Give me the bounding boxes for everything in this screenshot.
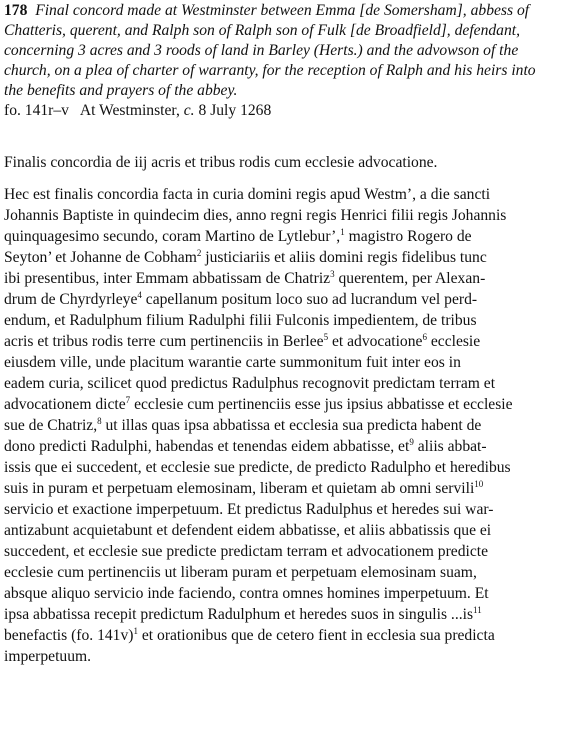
text-segment: ut illas quas ipsa abbatissa et ecclesia sua predicta habent de bbox=[101, 417, 482, 434]
text-segment: ibi presentibus, inter Emmam abbatissam de Chatriz bbox=[4, 270, 331, 287]
footnote-mark: 4 bbox=[137, 290, 142, 300]
text-segment: acris et tribus rodis terre cum pertinenciis in Berlee bbox=[4, 333, 324, 350]
text-segment: ecclesie cum pertinenciis esse jus ipsius abbatisse et ecclesie bbox=[130, 396, 513, 413]
text-line bbox=[4, 291, 477, 309]
rubric: Finalis concordia de iij acris et tribus rodis cum ecclesie advocatione. bbox=[4, 154, 438, 171]
text-segment: justiciariis et aliis domini regis fidelibus tunc bbox=[201, 249, 487, 266]
footnote-mark: 10 bbox=[474, 479, 484, 489]
text-segment: capellanum positum loco suo ad lucrandum vel perd- bbox=[141, 291, 478, 308]
entry-heading-line: concerning 3 acres and 3 roods of land in Barley (Herts.) and the advowson of the bbox=[4, 42, 519, 59]
text-line: servicio et exactione imperpetuum. Et predictus Radulphus et heredes sui war- bbox=[4, 501, 494, 518]
text-segment: suis in puram et perpetuam elemosinam, liberam et quietam ab omni servili bbox=[4, 480, 475, 497]
date-prefix: At Westminster, bbox=[79, 102, 184, 119]
footnote-mark: 3 bbox=[330, 269, 335, 279]
footnote-mark: 8 bbox=[97, 416, 102, 426]
text-segment: advocationem dicte bbox=[4, 396, 126, 413]
text-segment: ecclesie bbox=[426, 333, 481, 350]
text-line: imperpetuum. bbox=[4, 648, 92, 665]
entry-folio-date bbox=[4, 102, 271, 120]
entry-heading-line bbox=[4, 2, 529, 20]
text-segment: aliis abbat- bbox=[413, 438, 487, 455]
text-segment: magistro Rogero de bbox=[344, 228, 472, 245]
date-value: 8 July 1268 bbox=[194, 102, 272, 119]
text-segment: Seyton’ et Johanne de Cobham bbox=[4, 249, 197, 266]
text-line bbox=[4, 480, 483, 498]
footnote-mark: 9 bbox=[409, 437, 414, 447]
text-line: eiusdem ville, unde placitum warantie carte summonitum fuit inter eos in bbox=[4, 354, 461, 371]
text-line bbox=[4, 438, 487, 456]
footnote-mark: 5 bbox=[323, 332, 329, 342]
text-line: issis que ei succedent, et ecclesie sue predicte, de predicto Radulpho et heredibus bbox=[4, 459, 511, 476]
entry-heading-line: church, on a plea of charter of warranty, for the reception of Ralph and his heirs into bbox=[4, 62, 536, 79]
text-segment: drum de Chyrdyrleye bbox=[4, 291, 138, 308]
text-line bbox=[4, 228, 472, 246]
footnote-mark: 2 bbox=[196, 248, 202, 258]
entry-heading-text: Final concord made at Westminster between Emma [de Somersham], abbess of bbox=[35, 2, 530, 19]
text-segment: querentem, per Alexan- bbox=[334, 270, 486, 287]
text-line bbox=[4, 249, 487, 267]
text-segment: sue de Chatriz, bbox=[4, 417, 98, 434]
text-line bbox=[4, 333, 480, 351]
text-line bbox=[4, 606, 482, 624]
text-line: Johannis Baptiste in quindecim dies, anno regni regis Henrici filii regis Johannis bbox=[4, 207, 507, 224]
footnote-mark: 1 bbox=[133, 626, 138, 636]
text-line: antizabunt acquietabunt et defendent eidem abbatisse, et aliis abbatissis que ei bbox=[4, 522, 492, 539]
text-segment: dono predicti Radulphi, habendas et tenendas eidem abbatisse, et bbox=[4, 438, 410, 455]
text-line bbox=[4, 417, 481, 435]
text-segment: et orationibus que de cetero fient in ecclesia sua predicta bbox=[137, 627, 495, 644]
text-segment: benefactis (fo. 141v) bbox=[4, 627, 134, 644]
folio-reference: fo. 141r–v bbox=[4, 102, 69, 119]
text-line: eadem curia, scilicet quod predictus Radulphus recognovit predictam terram et bbox=[4, 375, 496, 392]
footnote-mark: 11 bbox=[473, 605, 482, 615]
text-line bbox=[4, 270, 485, 288]
footnote-mark: 7 bbox=[125, 395, 131, 405]
text-segment: et advocatione bbox=[328, 333, 423, 350]
text-line: absque aliquo servicio inde faciendo, contra omnes homines imperpetuum. Et bbox=[4, 585, 489, 602]
text-line bbox=[4, 627, 495, 645]
footnote-mark: 1 bbox=[340, 227, 345, 237]
entry-number: 178 bbox=[4, 2, 28, 19]
text-line: ecclesie cum pertinenciis ut liberam puram et perpetuam elemosinam suam, bbox=[4, 564, 477, 581]
entry-heading-line: Chatteris, querent, and Ralph son of Ralph son of Fulk [de Broadfield], defendant, bbox=[4, 22, 520, 39]
entry-heading-line: the benefits and prayers of the abbey. bbox=[4, 82, 238, 99]
text-line: endum, et Radulphum filium Radulphi filii Fulconis impedientem, de tribus bbox=[4, 312, 477, 329]
text-segment: quinquagesimo secundo, coram Martino de Lytlebur’, bbox=[4, 228, 341, 245]
text-line: Hec est finalis concordia facta in curia domini regis apud Westm’, a die sancti bbox=[4, 186, 491, 203]
text-line: succedent, et ecclesie sue predicte predictam terram et advocationem predicte bbox=[4, 543, 489, 560]
date-circa: c. bbox=[183, 102, 195, 119]
footnote-mark: 6 bbox=[422, 332, 427, 342]
text-segment: ipsa abbatissa recepit predictum Radulphum et heredes suos in singulis ...is bbox=[4, 606, 474, 623]
text-line bbox=[4, 396, 513, 414]
